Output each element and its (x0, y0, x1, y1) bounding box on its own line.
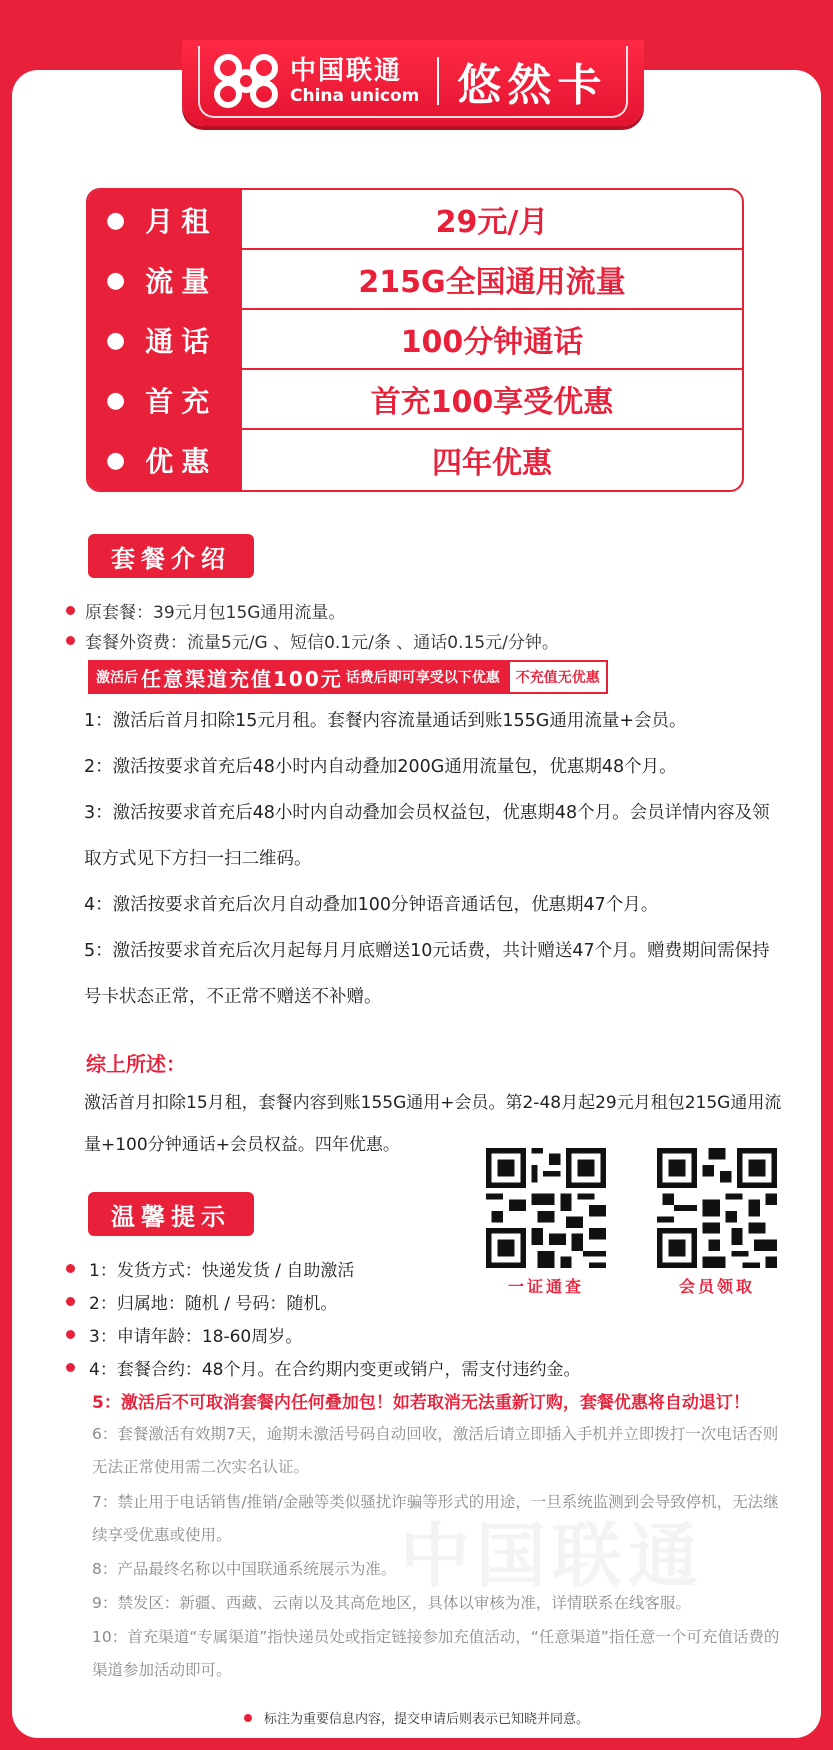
intro-section-title: 套餐介绍 (88, 534, 254, 578)
base-plan-line: 原套餐：39元月包15G通用流量。 (66, 598, 345, 623)
bullet-dot (66, 1363, 75, 1372)
bullet-dot (66, 1264, 75, 1273)
note-item: 6：套餐激活有效期7天，逾期未激活号码自动回收，激活后请立即插入手机并立即拨打一次电话否则无法正常使用需二次实名认证。 (92, 1425, 779, 1476)
qr-code-member-icon[interactable] (657, 1148, 777, 1268)
brand-en: China unicom (290, 86, 420, 106)
plan-row-label: ● 首充 (88, 370, 242, 430)
plan-row-label: ● 通话 (88, 310, 242, 370)
china-unicom-logo-icon (208, 48, 284, 114)
summary-title: 综上所述： (86, 1052, 186, 1076)
brand-cn: 中国联通 (290, 56, 403, 86)
header-divider (437, 57, 439, 105)
bullet-dot (66, 1297, 75, 1306)
intro-item: 1：激活后首月扣除15元月租。套餐内容流量通话到账155G通用流量+会员。 (84, 711, 687, 731)
promo-main: 激活后 任意渠道充值100元 话费后即可享受以下优惠 (88, 660, 508, 694)
bullet-dot (66, 606, 75, 615)
note-item: 10：首充渠道“专属渠道”指快递员处或指定链接参加充值活动，“任意渠道”指任意一个可充值话费的渠道参加活动即可。 (92, 1628, 780, 1679)
tip-item: 1：发货方式：快递发货 / 自助激活 (66, 1256, 354, 1281)
plan-row-value: 29元/月 (242, 190, 742, 250)
plan-row-value: 首充100享受优惠 (242, 370, 742, 430)
extra-fees-line: 套餐外资费：流量5元/G 、短信0.1元/条 、通话0.15元/分钟。 (66, 628, 559, 653)
note-item: 7：禁止用于电话销售/推销/金融等类似骚扰诈骗等形式的用途，一旦系统监测到会导致停机，无法继续享受优惠或使用。 (92, 1493, 779, 1544)
qr-label-verify: 一证通查 (507, 1277, 584, 1296)
plan-row-value: 215G全国通用流量 (242, 250, 742, 310)
plan-row (88, 310, 742, 370)
plan-row-value: 100分钟通话 (242, 310, 742, 370)
brand-text (290, 56, 419, 106)
plan-table (86, 188, 744, 492)
plan-row (88, 370, 742, 430)
qr-code-verify-icon[interactable] (486, 1148, 606, 1268)
plan-row-label: ● 优惠 (88, 430, 242, 490)
tips-section-title: 温馨提示 (88, 1192, 254, 1236)
intro-item: 2：激活按要求首充后48小时内自动叠加200G通用流量包，优惠期48个月。 (84, 757, 677, 777)
bullet-dot (66, 1330, 75, 1339)
intro-item: 4：激活按要求首充后次月自动叠加100分钟语音通话包，优惠期47个月。 (84, 895, 659, 915)
footnote: 标注为重要信息内容，提交申请后则表示已知晓并同意。 (0, 1708, 833, 1727)
plan-row-value: 四年优惠 (432, 446, 552, 481)
plan-row (88, 430, 742, 490)
tip-item: 4：套餐合约：48个月。在合约期内变更或销户，需支付违约金。 (66, 1355, 580, 1380)
promo-banner (88, 660, 608, 694)
watermark: 中国联通 (400, 1515, 704, 1597)
tip-item: 3：申请年龄：18-60周岁。 (66, 1322, 302, 1347)
summary-text: 激活首月扣除15月租，套餐内容到账155G通用+会员。第2-48月起29元月租包215G通用流量+100分钟通话+会员权益。四年优惠。 (84, 1093, 782, 1155)
plan-row (88, 250, 742, 310)
bullet-dot (66, 636, 75, 645)
plan-row (88, 190, 742, 250)
bullet-dot (244, 1714, 252, 1722)
plan-row-label: ● 月租 (88, 190, 242, 250)
plan-row-label: ● 流量 (88, 250, 242, 310)
qr-label-member: 会员领取 (678, 1277, 755, 1296)
tip-item: 2：归属地：随机 / 号码：随机。 (66, 1289, 337, 1314)
card-name: 悠然卡 (457, 60, 608, 111)
intro-item: 3：激活按要求首充后48小时内自动叠加会员权益包，优惠期48个月。会员详情内容及领取方式见下方扫一扫二维码。 (84, 803, 770, 869)
promo-side: 不充值无优惠 (508, 660, 608, 694)
note-item: 8：产品最终名称以中国联通系统展示为准。 (92, 1560, 397, 1578)
intro-item: 5：激活按要求首充后次月起每月月底赠送10元话费，共计赠送47个月。赠费期间需保持号卡状态正常，不正常不赠送不补赠。 (84, 941, 770, 1007)
note-item: 9：禁发区：新疆、西藏、云南以及其高危地区，具体以审核为准，详情联系在线客服。 (92, 1594, 691, 1612)
header-banner (182, 40, 644, 126)
warning-text: 5：激活后不可取消套餐内任何叠加包！如若取消无法重新订购，套餐优惠将自动退订！ (92, 1393, 750, 1413)
